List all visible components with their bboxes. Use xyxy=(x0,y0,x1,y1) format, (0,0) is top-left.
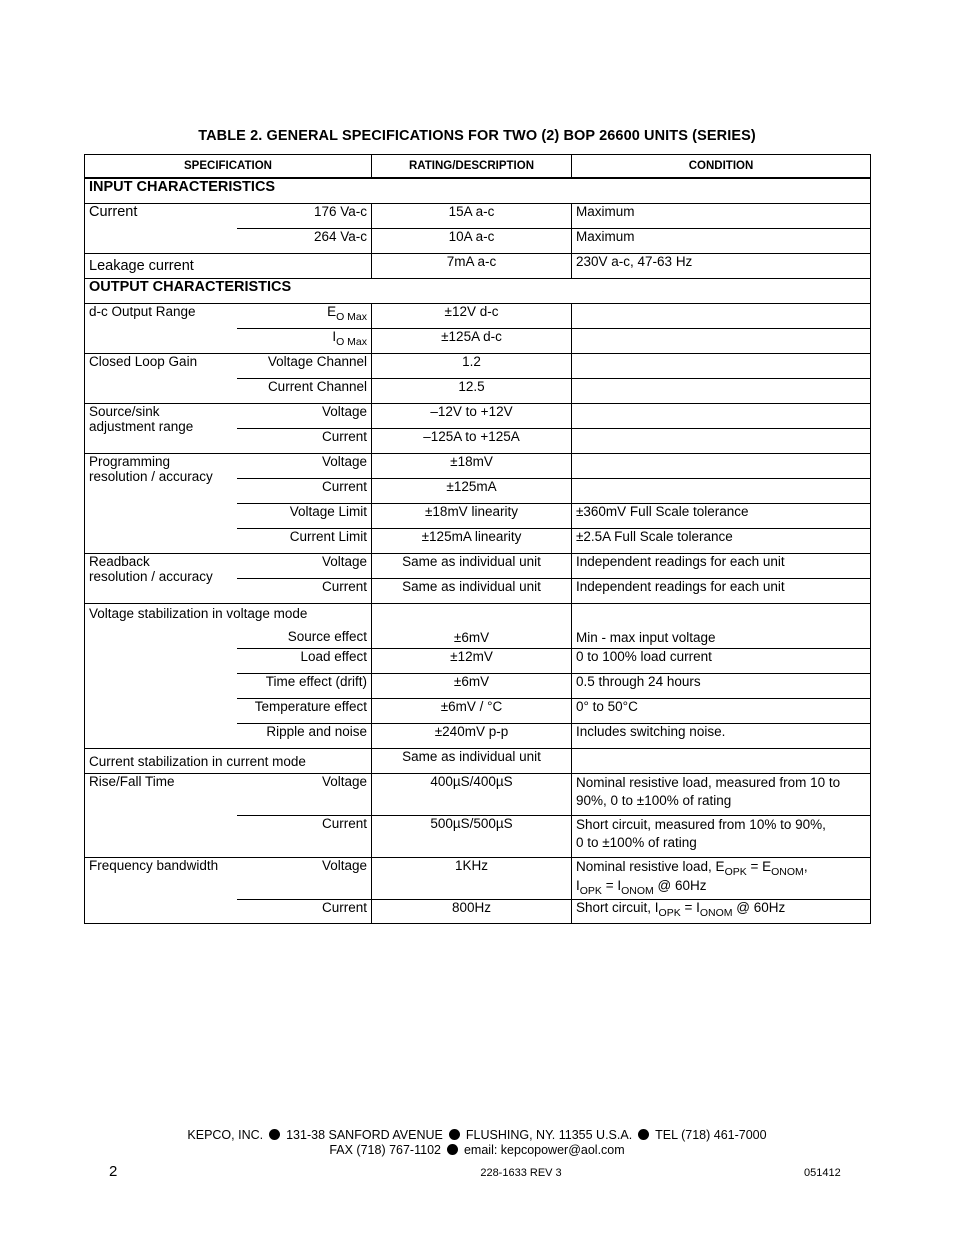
table-title: TABLE 2. GENERAL SPECIFICATIONS FOR TWO (2) BOP 26600 UNITS (SERIES) xyxy=(198,128,756,144)
condition-cell xyxy=(572,304,871,329)
condition-cell xyxy=(572,454,871,479)
sub-spec: 264 Va-c xyxy=(237,229,372,254)
section-row xyxy=(85,279,871,304)
sub-spec: Voltage Channel xyxy=(237,354,372,379)
condition-cell xyxy=(572,479,871,504)
condition-cell: 0 to 100% load current xyxy=(572,649,871,674)
header-specification: SPECIFICATION xyxy=(85,155,372,179)
rating-cell: Same as individual unit xyxy=(372,749,572,774)
sub-spec: Current xyxy=(237,479,372,504)
condition-cell: 0.5 through 24 hours xyxy=(572,674,871,699)
condition-cell: 230V a-c, 47-63 Hz xyxy=(572,254,871,279)
spec-name: Rise/Fall Time xyxy=(85,774,237,858)
rating-cell: ±18mV xyxy=(372,454,572,479)
rating-cell: ±6mV / °C xyxy=(372,699,572,724)
section-input: INPUT CHARACTERISTICS xyxy=(85,178,871,204)
condition-cell: Independent readings for each unit xyxy=(572,579,871,604)
section-row xyxy=(85,178,871,204)
table-row xyxy=(85,604,871,649)
condition-cell: Short circuit, measured from 10% to 90%, 0 to ±100% of rating xyxy=(572,816,871,858)
section-output: OUTPUT CHARACTERISTICS xyxy=(85,279,871,304)
condition-cell xyxy=(572,429,871,454)
rating-cell: Same as individual unit xyxy=(372,554,572,579)
condition-cell xyxy=(572,749,871,774)
condition-cell: Maximum xyxy=(572,229,871,254)
sub-spec: Voltage Limit xyxy=(237,504,372,529)
spec-name: Voltage stabilization in voltage mode Source effect xyxy=(85,604,372,649)
rating-cell: 500µS/500µS xyxy=(372,816,572,858)
document-date: 051412 xyxy=(804,1167,841,1179)
footer-city: FLUSHING, NY. 11355 U.S.A. xyxy=(465,1128,633,1142)
table-row xyxy=(85,204,871,229)
table-row xyxy=(85,554,871,579)
rating-cell: ±125mA linearity xyxy=(372,529,572,554)
table-row xyxy=(85,749,871,774)
spec-name: Leakage current xyxy=(85,254,372,279)
condition-cell: Short circuit, $I_{OPK} = I_{ONOM}$ @ 60Hz xyxy=(572,900,871,924)
table-row xyxy=(85,404,871,429)
bullet-icon xyxy=(638,1129,649,1140)
condition-cell: Nominal resistive load, measured from 10 to 90%, 0 to ±100% of rating xyxy=(572,774,871,816)
condition-cell: Min - max input voltage xyxy=(572,604,871,649)
sub-spec: Current xyxy=(237,429,372,454)
rating-cell: Same as individual unit xyxy=(372,579,572,604)
sub-spec: Temperature effect xyxy=(237,699,372,724)
rating-cell: 12.5 xyxy=(372,379,572,404)
condition-cell: Nominal resistive load, $E_{OPK} = E_{ONOM}$, $I_{OPK} = I_{ONOM}$ @ 60Hz xyxy=(572,858,871,900)
sub-spec: 176 Va-c xyxy=(237,204,372,229)
condition-cell xyxy=(572,354,871,379)
rating-cell: 15A a-c xyxy=(372,204,572,229)
condition-cell: ±2.5A Full Scale tolerance xyxy=(572,529,871,554)
rating-cell: 1.2 xyxy=(372,354,572,379)
table-row xyxy=(85,304,871,329)
specifications-table xyxy=(84,154,871,924)
rating-cell: ±12V d-c xyxy=(372,304,572,329)
condition-cell xyxy=(572,404,871,429)
footer-email: email: kepcopower@aol.com xyxy=(463,1143,625,1157)
condition-cell: 0° to 50°C xyxy=(572,699,871,724)
header-condition: CONDITION xyxy=(572,155,871,179)
sub-spec: Ripple and noise xyxy=(237,724,372,749)
rating-cell: ±125mA xyxy=(372,479,572,504)
rating-cell: ±6mV xyxy=(372,604,572,649)
condition-cell: ±360mV Full Scale tolerance xyxy=(572,504,871,529)
spec-name: Current xyxy=(85,204,237,254)
table-row xyxy=(85,354,871,379)
sub-spec: $E_{O Max}$ xyxy=(237,304,372,329)
rating-cell: 10A a-c xyxy=(372,229,572,254)
sub-spec: Voltage xyxy=(237,404,372,429)
table-header-row xyxy=(85,155,871,179)
page-number: 2 xyxy=(109,1163,118,1180)
table-row xyxy=(85,649,871,674)
footer-fax: FAX (718) 767-1102 xyxy=(329,1143,441,1157)
spec-name: Closed Loop Gain xyxy=(85,354,237,404)
footer-contact-line xyxy=(0,1143,954,1157)
bullet-icon xyxy=(447,1144,458,1155)
table-row xyxy=(85,774,871,816)
rating-cell: ±125A d-c xyxy=(372,329,572,354)
bullet-icon xyxy=(449,1129,460,1140)
spec-name: Programming resolution / accuracy xyxy=(85,454,237,554)
rating-cell: 800Hz xyxy=(372,900,572,924)
rating-cell: –12V to +12V xyxy=(372,404,572,429)
table-row xyxy=(85,454,871,479)
sub-spec: Current xyxy=(237,900,372,924)
spec-name-spacer xyxy=(85,649,237,749)
sub-spec: Current Channel xyxy=(237,379,372,404)
sub-spec: Current xyxy=(237,816,372,858)
sub-spec: Voltage xyxy=(237,858,372,900)
footer-tel: TEL (718) 461-7000 xyxy=(655,1128,767,1142)
table-row xyxy=(85,254,871,279)
footer-address: 131-38 SANFORD AVENUE xyxy=(286,1128,443,1142)
sub-spec: Load effect xyxy=(237,649,372,674)
footer-company: KEPCO, INC. xyxy=(187,1128,264,1142)
spec-name: Frequency bandwidth xyxy=(85,858,237,924)
rating-cell: ±18mV linearity xyxy=(372,504,572,529)
sub-spec: Voltage xyxy=(237,554,372,579)
condition-cell xyxy=(572,379,871,404)
rating-cell: 1KHz xyxy=(372,858,572,900)
document-number: 228-1633 REV 3 xyxy=(480,1167,562,1179)
rating-cell: 400µS/400µS xyxy=(372,774,572,816)
sub-spec: $I_{O Max}$ xyxy=(237,329,372,354)
spec-name: Readback resolution / accuracy xyxy=(85,554,237,604)
sub-spec: Current Limit xyxy=(237,529,372,554)
table-row xyxy=(85,858,871,900)
bullet-icon xyxy=(269,1129,280,1140)
spec-name: d-c Output Range xyxy=(85,304,237,354)
condition-cell xyxy=(572,329,871,354)
sub-spec: Current xyxy=(237,579,372,604)
sub-spec: Time effect (drift) xyxy=(237,674,372,699)
condition-cell: Maximum xyxy=(572,204,871,229)
rating-cell: 7mA a-c xyxy=(372,254,572,279)
spec-name: Source/sink adjustment range xyxy=(85,404,237,454)
condition-cell: Independent readings for each unit xyxy=(572,554,871,579)
sub-spec: Source effect xyxy=(287,629,367,644)
rating-cell: ±6mV xyxy=(372,674,572,699)
rating-cell: ±12mV xyxy=(372,649,572,674)
sub-spec: Voltage xyxy=(237,454,372,479)
rating-cell: ±240mV p-p xyxy=(372,724,572,749)
condition-cell: Includes switching noise. xyxy=(572,724,871,749)
spec-name: Current stabilization in current mode xyxy=(85,749,372,774)
footer-address-line xyxy=(0,1128,954,1142)
rating-cell: –125A to +125A xyxy=(372,429,572,454)
sub-spec: Voltage xyxy=(237,774,372,816)
header-rating: RATING/DESCRIPTION xyxy=(372,155,572,179)
